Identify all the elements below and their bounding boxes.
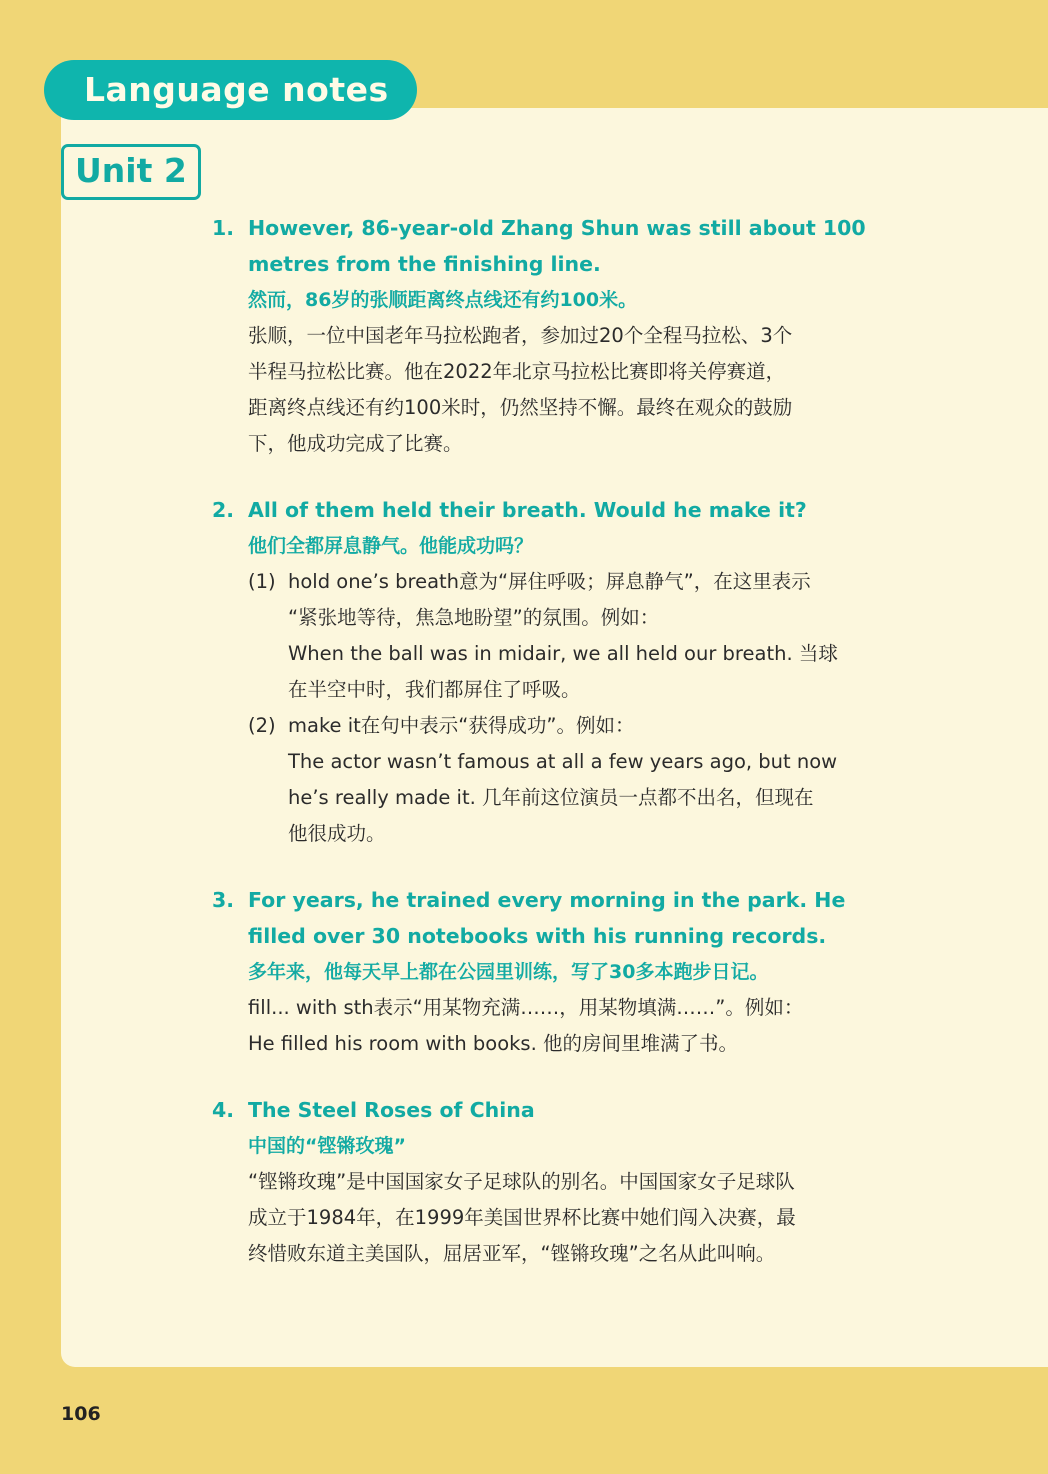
- note-4: [212, 1092, 872, 1272]
- example-line: 在半空中时，我们都屏住了呼吸。: [288, 678, 581, 701]
- note-text-line: 距离终点线还有约100米时，仍然坚持不懈。最终在观众的鼓励: [248, 396, 793, 419]
- sub-point-label: (1): [248, 570, 276, 593]
- note-number: 2.: [212, 498, 235, 522]
- example-line: he’s really made it. 几年前这位演员一点都不出名，但现在: [288, 786, 814, 809]
- note-text-line: 半程马拉松比赛。他在2022年北京马拉松比赛即将关停赛道，: [248, 360, 786, 383]
- example-line: The actor wasn’t famous at all a few years ago, but now: [288, 750, 838, 773]
- note-text-line: make it在句中表示“获得成功”。例如：: [288, 714, 635, 737]
- note-text-line: 下，他成功完成了比赛。: [248, 432, 463, 455]
- note-text-line: “紧张地等待，焦急地盼望”的氛围。例如：: [288, 606, 660, 629]
- page-number: 106: [61, 1403, 101, 1425]
- note-number: 1.: [212, 216, 235, 240]
- note-text-line: “铿锵玫瑰”是中国国家女子足球队的别名。中国国家女子足球队: [248, 1170, 795, 1193]
- note-translation: 多年来，他每天早上都在公园里训练，写了30多本跑步日记。: [248, 961, 769, 983]
- note-heading: filled over 30 notebooks with his running records.: [248, 924, 827, 948]
- note-text-line: hold one’s breath意为“屏住呼吸；屏息静气”，在这里表示: [288, 570, 811, 593]
- example-line: When the ball was in midair, we all held our breath. 当球: [288, 642, 838, 665]
- note-heading: metres from the finishing line.: [248, 252, 601, 276]
- section-title: Language notes: [84, 70, 389, 109]
- example-line: He filled his room with books. 他的房间里堆满了书。: [248, 1032, 738, 1055]
- note-text-line: fill... with sth表示“用某物充满……，用某物填满……”。例如：: [248, 996, 804, 1019]
- note-heading: However, 86-year-old Zhang Shun was still about 100: [248, 216, 866, 240]
- note-number: 4.: [212, 1098, 235, 1122]
- note-3: [212, 882, 872, 1062]
- sub-point-1: [248, 564, 872, 708]
- note-text-line: 终惜败东道主美国队，屈居亚军，“铿锵玫瑰”之名从此叫响。: [248, 1242, 776, 1265]
- sub-point-label: (2): [248, 714, 276, 737]
- note-text-line: 张顺，一位中国老年马拉松跑者，参加过20个全程马拉松、3个: [248, 324, 793, 347]
- note-number: 3.: [212, 888, 235, 912]
- note-heading: The Steel Roses of China: [248, 1098, 535, 1122]
- sub-point-2: [248, 708, 872, 852]
- note-translation: 然而，86岁的张顺距离终点线还有约100米。: [248, 289, 638, 311]
- example-line: 他很成功。: [288, 822, 386, 845]
- unit-label: Unit 2: [75, 151, 187, 190]
- note-1: [212, 210, 872, 462]
- note-translation: 中国的“铿锵玫瑰”: [248, 1135, 406, 1157]
- note-heading: For years, he trained every morning in the park. He: [248, 888, 846, 912]
- note-2: [212, 492, 872, 852]
- note-translation: 他们全都屏息静气。他能成功吗？: [248, 535, 534, 557]
- note-text-line: 成立于1984年，在1999年美国世界杯比赛中她们闯入决赛，最: [248, 1206, 796, 1229]
- note-heading: All of them held their breath. Would he make it?: [248, 498, 807, 522]
